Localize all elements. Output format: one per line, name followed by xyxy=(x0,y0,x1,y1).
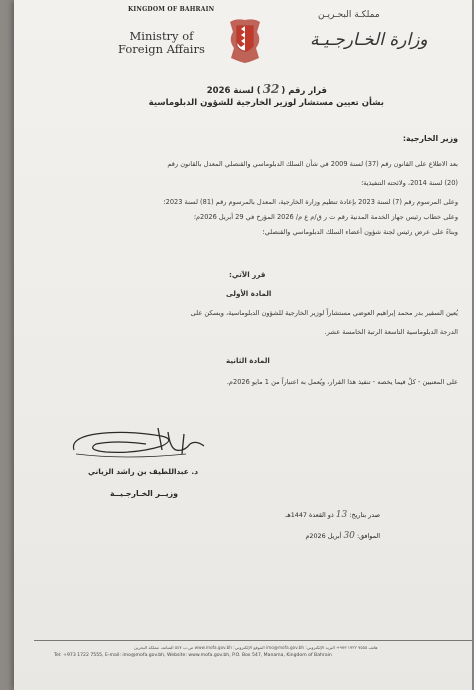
salutation: وزير الخارجية: xyxy=(402,134,458,143)
corresponding-date-prefix: الموافق: xyxy=(356,532,380,540)
decision-title xyxy=(207,82,327,96)
preamble-paragraph-2-line-2: وعلى خطاب رئيس جهاز الخدمة المدنية رقم ت ر ق/م ع م/ 2026 المؤرخ في 29 أبريل 2026م؛ xyxy=(193,213,458,221)
preamble-paragraph-2-line-3: وبناءً على عرض رئيس لجنة شؤون أعضاء السلك الدبلوماسي والقنصلي؛ xyxy=(262,228,458,236)
article-1-line-1: يُعين السفير بدر محمد إبراهيم العوضي مستشاراً لوزير الخارجية للشؤون الدبلوماسية، ويسكن على xyxy=(190,309,458,317)
kingdom-ar-label: مملكـة البحـريـن xyxy=(318,10,380,20)
issued-date-day: 13 xyxy=(335,510,348,520)
kingdom-en-label: KINGDOM OF BAHRAIN xyxy=(128,6,215,13)
decision-number: 32 xyxy=(262,82,280,96)
article-1-title: المادة الأولى xyxy=(226,289,272,298)
preamble-paragraph-2-line-1: وعلى المرسوم رقم (7) لسنة 2023 بإعادة تنظيم وزارة الخارجية، المعدل بالمرسوم رقم (81) لسنة 2023؛ xyxy=(163,198,458,206)
ministry-en-line1: Ministry of xyxy=(129,29,194,43)
ministry-en-name xyxy=(118,30,205,56)
issued-date xyxy=(285,510,380,520)
decided-heading: قرر الآتي: xyxy=(229,270,266,279)
article-2-title: المادة الثانية xyxy=(226,356,270,365)
decision-subject: بشأن تعيين مستشار لوزير الخارجية للشؤون الدبلوماسية xyxy=(148,98,384,108)
preamble-paragraph-1-line-2: (20) لسنة 2014، ولائحته التنفيذية؛ xyxy=(361,179,458,187)
preamble-paragraph-1-line-1: بعد الاطلاع على القانون رقم (37) لسنة 2009 في شأن السلك الدبلوماسي والقنصلي المعدل بالقانون رقم xyxy=(167,160,458,168)
issued-date-prefix: صدر بتاريخ: xyxy=(349,511,380,519)
minister-signature xyxy=(66,420,216,470)
bahrain-emblem-logo xyxy=(226,18,264,64)
signer-title: وزيــر الخـارجـيــة xyxy=(110,489,178,498)
footer-contact-en: Tel: +973 1722 7555, E-mail: imo@mofa.gov.bh, Website: www.mofa.gov.bh, P.O. Box 547, Manama, Kingdom of Bahrain xyxy=(54,653,332,658)
ministry-en-line2: Foreign Affairs xyxy=(118,42,205,56)
footer-contact-ar: هاتف ٧٥٥٥ ١٧٢٢ ٩٧٣+ البريد الإلكتروني: imo@mofa.gov.bh الموقع الإلكتروني: www.mofa.gov.bh ص.ب ٥٤٧ المنامة، مملكة البحرين xyxy=(134,645,378,650)
ministry-ar-name: وزارة الخـارجـيـة xyxy=(310,30,428,50)
corresponding-date-day: 30 xyxy=(343,531,355,541)
article-1-line-2: الدرجة الدبلوماسية التاسعة الرتبة الخامسة عشر. xyxy=(324,328,458,336)
footer-divider xyxy=(34,640,472,641)
decision-title-suffix: ) لسنة 2026 xyxy=(206,86,261,96)
signer-name: د. عبداللطيف بن راشد الزياني xyxy=(88,467,199,476)
document-page xyxy=(14,0,472,690)
article-2-line-1: على المعنيين - كلٌ فيما يخصه - تنفيذ هذا القرار، ويُعمل به اعتباراً من 1 مايو 2026م. xyxy=(226,378,458,386)
issued-date-suffix: ذو القعدة 1447هـ xyxy=(285,511,334,519)
corresponding-date-suffix: أبريل 2026م xyxy=(305,532,342,540)
decision-title-prefix: قرار رقم ( xyxy=(281,86,327,96)
corresponding-date xyxy=(305,531,380,541)
